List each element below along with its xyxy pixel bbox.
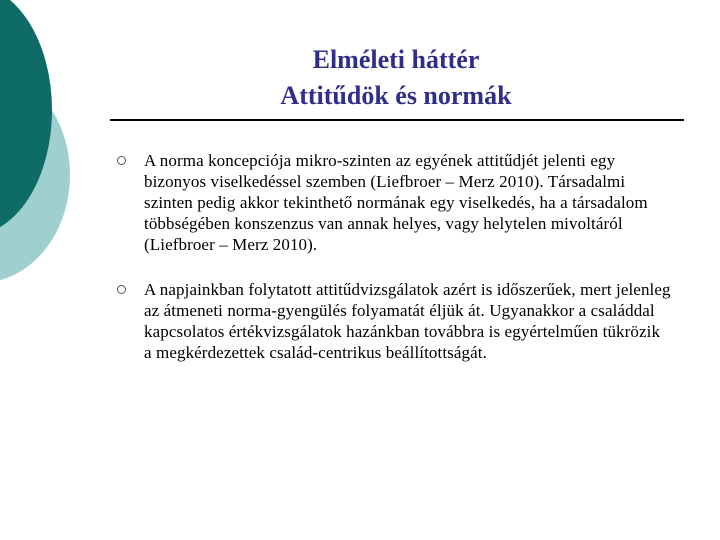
bullet-text: A napjainkban folytatott attitűdvizsgálatok azért is időszerűek, mert jelenleg az átmeneti norma-gyengülés folyamatát éljük át. Ugyanakkor a családdal kapcsolatos értékvizsgálatok hazánkban továbbra is egyértelműen tükrözik a megkérdezettek család-centrikus beállítottságát. — [144, 280, 671, 362]
bullet-list — [112, 150, 672, 387]
slide-title — [110, 42, 682, 114]
title-divider — [110, 119, 684, 121]
hollow-circle-bullet-icon — [117, 285, 126, 294]
bullet-text: A norma koncepciója mikro-szinten az egyének attitűdjét jelenti egy bizonyos viselkedéssel szemben (Liefbroer – Merz 2010). Társadalmi szinten pedig akkor tekinthető normának egy viselkedés, ha a társadalom többségében konszenzus van annak helyes, vagy helytelen mivoltáról (Liefbroer – Merz 2010). — [144, 151, 648, 254]
bullet-item — [112, 150, 672, 255]
title-line-2: Attitűdök és normák — [280, 81, 512, 110]
bullet-item — [112, 279, 672, 363]
title-line-1: Elméleti háttér — [312, 45, 480, 74]
hollow-circle-bullet-icon — [117, 156, 126, 165]
decorative-circles — [0, 0, 80, 300]
